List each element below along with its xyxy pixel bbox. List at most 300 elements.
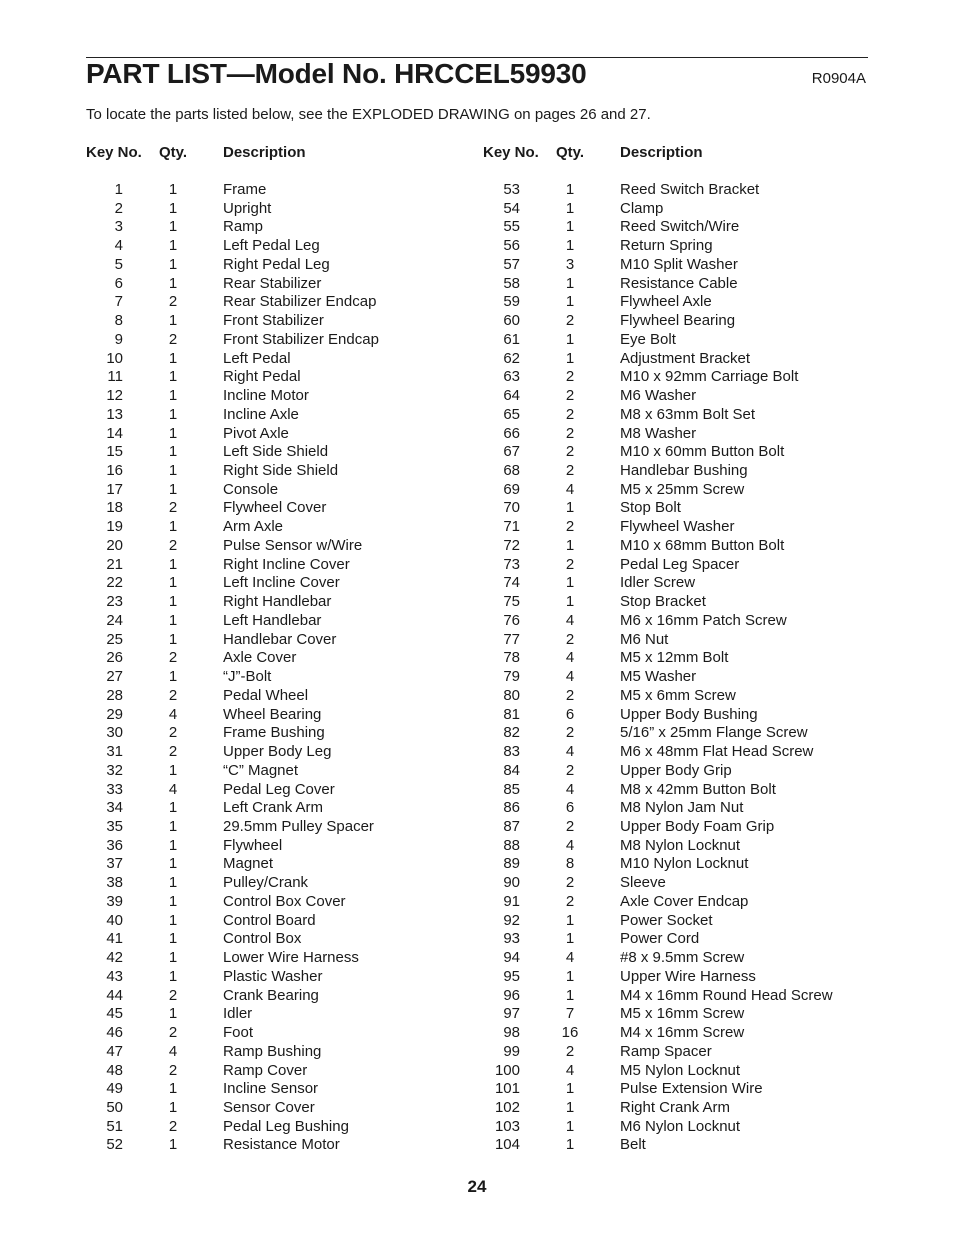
part-description: Ramp Bushing xyxy=(223,1042,322,1060)
part-key-no: 93 xyxy=(503,930,520,948)
part-row xyxy=(86,256,466,275)
part-description: Sensor Cover xyxy=(223,1098,315,1116)
part-key-no: 45 xyxy=(106,1005,123,1023)
part-description: M5 x 16mm Screw xyxy=(620,1005,745,1023)
part-row xyxy=(483,912,863,931)
part-key-no: 71 xyxy=(503,518,520,536)
part-description: Power Cord xyxy=(620,930,700,948)
part-description: M10 x 68mm Button Bolt xyxy=(620,536,785,554)
part-row xyxy=(483,406,863,425)
part-row xyxy=(86,537,466,556)
part-row xyxy=(483,968,863,987)
header-qty: Qty. xyxy=(159,144,188,161)
part-row xyxy=(483,893,863,912)
part-qty: 1 xyxy=(565,218,575,236)
part-row xyxy=(86,574,466,593)
part-qty: 6 xyxy=(565,705,575,723)
part-row xyxy=(86,462,466,481)
part-description: Frame Bushing xyxy=(223,724,325,742)
part-description: Pulse Sensor w/Wire xyxy=(223,536,363,554)
part-description: Power Socket xyxy=(620,911,713,929)
part-qty: 1 xyxy=(168,761,178,779)
part-key-no: 79 xyxy=(503,668,520,686)
part-qty: 4 xyxy=(565,1061,575,1079)
part-qty: 1 xyxy=(168,255,178,273)
part-qty: 1 xyxy=(168,424,178,442)
parts-column-right xyxy=(483,144,863,1154)
part-row xyxy=(86,818,466,837)
part-description: Flywheel Axle xyxy=(620,293,712,311)
part-qty: 1 xyxy=(168,836,178,854)
part-key-no: 14 xyxy=(106,424,123,442)
part-key-no: 49 xyxy=(106,1080,123,1098)
part-description: Upper Wire Harness xyxy=(620,967,756,985)
part-key-no: 31 xyxy=(106,743,123,761)
part-key-no: 68 xyxy=(503,462,520,480)
part-qty: 1 xyxy=(168,312,178,330)
part-qty: 2 xyxy=(565,630,575,648)
part-key-no: 54 xyxy=(503,199,520,217)
part-description: Handlebar Cover xyxy=(223,630,337,648)
part-description: Pivot Axle xyxy=(223,424,289,442)
part-qty: 1 xyxy=(565,1080,575,1098)
part-description: Reed Switch Bracket xyxy=(620,181,760,198)
part-qty: 2 xyxy=(565,892,575,910)
part-key-no: 3 xyxy=(114,218,123,236)
part-qty: 1 xyxy=(565,274,575,292)
part-row xyxy=(86,687,466,706)
part-qty: 1 xyxy=(565,930,575,948)
part-qty: 1 xyxy=(168,799,178,817)
part-key-no: 82 xyxy=(503,724,520,742)
part-qty: 2 xyxy=(168,686,178,704)
part-row xyxy=(483,593,863,612)
part-qty: 7 xyxy=(565,1005,575,1023)
part-row xyxy=(86,930,466,949)
part-key-no: 7 xyxy=(114,293,123,311)
parts-column-left xyxy=(86,144,466,1154)
part-key-no: 56 xyxy=(503,237,520,255)
part-qty: 1 xyxy=(168,611,178,629)
part-row xyxy=(86,762,466,781)
part-row xyxy=(86,556,466,575)
part-key-no: 92 xyxy=(503,911,520,929)
part-key-no: 6 xyxy=(114,274,123,292)
part-key-no: 9 xyxy=(114,330,123,348)
part-key-no: 38 xyxy=(106,874,123,892)
page-title: PART LIST—Model No. HRCCEL59930 xyxy=(86,58,587,89)
part-qty: 1 xyxy=(565,986,575,1004)
part-qty: 2 xyxy=(168,536,178,554)
part-row xyxy=(86,1024,466,1043)
part-key-no: 73 xyxy=(503,555,520,573)
part-key-no: 74 xyxy=(503,574,520,592)
part-key-no: 33 xyxy=(106,780,123,798)
part-key-no: 41 xyxy=(106,930,123,948)
part-description: M6 Washer xyxy=(620,387,697,405)
part-qty: 4 xyxy=(565,836,575,854)
part-key-no: 27 xyxy=(106,668,123,686)
part-key-no: 78 xyxy=(503,649,520,667)
part-qty: 2 xyxy=(168,724,178,742)
part-qty: 4 xyxy=(565,611,575,629)
part-row xyxy=(483,331,863,350)
part-row xyxy=(483,237,863,256)
header-description: Description xyxy=(223,144,306,161)
part-description: Plastic Washer xyxy=(223,967,323,985)
part-row xyxy=(483,1118,863,1137)
part-row xyxy=(86,1136,466,1155)
part-description: Console xyxy=(223,480,279,498)
part-row xyxy=(483,1136,863,1155)
part-description: Stop Bracket xyxy=(620,593,706,611)
part-description: Flywheel Washer xyxy=(620,518,735,536)
part-key-no: 5 xyxy=(114,255,123,273)
part-row xyxy=(483,1024,863,1043)
part-description: M10 Nylon Locknut xyxy=(620,855,749,873)
part-qty: 16 xyxy=(561,1024,579,1042)
part-description: Resistance Cable xyxy=(620,274,738,292)
part-description: Flywheel xyxy=(223,836,283,854)
part-row xyxy=(483,537,863,556)
part-key-no: 102 xyxy=(494,1098,520,1116)
part-qty: 1 xyxy=(565,237,575,255)
part-row xyxy=(483,724,863,743)
part-qty: 2 xyxy=(565,424,575,442)
part-key-no: 76 xyxy=(503,611,520,629)
part-description: Incline Motor xyxy=(223,387,309,405)
part-key-no: 12 xyxy=(106,387,123,405)
part-qty: 1 xyxy=(565,967,575,985)
part-row xyxy=(483,1005,863,1024)
part-row xyxy=(86,518,466,537)
part-key-no: 17 xyxy=(106,480,123,498)
part-qty: 2 xyxy=(168,1024,178,1042)
part-description: M6 Nut xyxy=(620,630,669,648)
part-description: Upper Body Bushing xyxy=(620,705,758,723)
part-qty: 2 xyxy=(168,293,178,311)
part-row xyxy=(483,518,863,537)
part-qty: 1 xyxy=(565,574,575,592)
part-description: M8 Nylon Jam Nut xyxy=(620,799,744,817)
part-qty: 1 xyxy=(565,1117,575,1135)
part-key-no: 55 xyxy=(503,218,520,236)
part-row xyxy=(483,612,863,631)
part-key-no: 46 xyxy=(106,1024,123,1042)
part-description: Right Pedal xyxy=(223,368,301,386)
part-key-no: 25 xyxy=(106,630,123,648)
part-description: M5 x 6mm Screw xyxy=(620,686,736,704)
part-qty: 1 xyxy=(168,1098,178,1116)
part-row xyxy=(86,893,466,912)
part-row xyxy=(483,312,863,331)
part-description: Belt xyxy=(620,1136,646,1154)
part-row xyxy=(86,968,466,987)
part-row xyxy=(86,425,466,444)
part-key-no: 39 xyxy=(106,892,123,910)
part-description: Left Side Shield xyxy=(223,443,329,461)
part-qty: 4 xyxy=(565,743,575,761)
part-row xyxy=(483,1080,863,1099)
part-qty: 2 xyxy=(168,743,178,761)
part-row xyxy=(483,387,863,406)
part-description: Right Pedal Leg xyxy=(223,255,330,273)
part-row xyxy=(483,837,863,856)
part-qty: 2 xyxy=(565,1042,575,1060)
part-qty: 2 xyxy=(565,443,575,461)
part-key-no: 4 xyxy=(114,237,123,255)
part-description: Control Board xyxy=(223,911,316,929)
part-description: M8 Nylon Locknut xyxy=(620,836,741,854)
part-description: Left Pedal Leg xyxy=(223,237,320,255)
part-description: M4 x 16mm Round Head Screw xyxy=(620,986,833,1004)
part-description: Eye Bolt xyxy=(620,330,676,348)
part-key-no: 94 xyxy=(503,949,520,967)
part-description: Ramp Cover xyxy=(223,1061,308,1079)
part-key-no: 22 xyxy=(106,574,123,592)
part-description: M5 x 12mm Bolt xyxy=(620,649,729,667)
part-qty: 2 xyxy=(565,686,575,704)
part-key-no: 51 xyxy=(106,1117,123,1135)
part-key-no: 20 xyxy=(106,536,123,554)
part-description: Axle Cover Endcap xyxy=(620,892,749,910)
part-description: Upper Body Foam Grip xyxy=(620,817,775,835)
part-qty: 1 xyxy=(565,199,575,217)
part-row xyxy=(86,200,466,219)
part-description: M10 x 92mm Carriage Bolt xyxy=(620,368,799,386)
part-key-no: 42 xyxy=(106,949,123,967)
part-qty: 1 xyxy=(168,349,178,367)
part-description: Axle Cover xyxy=(223,649,297,667)
part-qty: 1 xyxy=(565,330,575,348)
part-key-no: 81 xyxy=(503,705,520,723)
part-key-no: 29 xyxy=(106,705,123,723)
part-row xyxy=(483,706,863,725)
part-qty: 1 xyxy=(168,274,178,292)
part-row xyxy=(483,874,863,893)
part-key-no: 65 xyxy=(503,405,520,423)
part-key-no: 28 xyxy=(106,686,123,704)
part-key-no: 69 xyxy=(503,480,520,498)
part-qty: 2 xyxy=(168,1061,178,1079)
part-description: Arm Axle xyxy=(223,518,284,536)
part-row xyxy=(86,837,466,856)
part-key-no: 15 xyxy=(106,443,123,461)
part-description: Magnet xyxy=(223,855,274,873)
part-qty: 2 xyxy=(168,649,178,667)
part-row xyxy=(483,930,863,949)
part-key-no: 100 xyxy=(494,1061,520,1079)
part-key-no: 43 xyxy=(106,967,123,985)
part-qty: 2 xyxy=(565,761,575,779)
part-qty: 1 xyxy=(168,1080,178,1098)
part-qty: 1 xyxy=(565,181,575,198)
part-key-no: 96 xyxy=(503,986,520,1004)
part-description: M8 Washer xyxy=(620,424,697,442)
part-key-no: 62 xyxy=(503,349,520,367)
part-qty: 1 xyxy=(168,911,178,929)
part-qty: 2 xyxy=(565,368,575,386)
part-qty: 1 xyxy=(168,1005,178,1023)
part-description: Right Side Shield xyxy=(223,462,339,480)
intro-text: To locate the parts listed below, see the EXPLODED DRAWING on pages 26 and 27. xyxy=(86,106,651,123)
part-description: Left Handlebar xyxy=(223,611,322,629)
part-qty: 4 xyxy=(565,649,575,667)
part-qty: 1 xyxy=(168,967,178,985)
part-description: Flywheel Bearing xyxy=(620,312,736,330)
part-qty: 1 xyxy=(565,1136,575,1154)
part-qty: 3 xyxy=(565,255,575,273)
part-key-no: 36 xyxy=(106,836,123,854)
part-row xyxy=(86,312,466,331)
part-qty: 1 xyxy=(565,349,575,367)
part-qty: 1 xyxy=(168,218,178,236)
part-description: Right Crank Arm xyxy=(620,1098,731,1116)
part-qty: 4 xyxy=(168,705,178,723)
part-key-no: 97 xyxy=(503,1005,520,1023)
part-description: Ramp xyxy=(223,218,264,236)
header-key-no: Key No. xyxy=(483,144,539,161)
part-key-no: 64 xyxy=(503,387,520,405)
part-description: Clamp xyxy=(620,199,664,217)
part-row xyxy=(483,1099,863,1118)
part-row xyxy=(86,1043,466,1062)
part-row xyxy=(483,200,863,219)
part-key-no: 63 xyxy=(503,368,520,386)
parts-rows-right xyxy=(483,181,863,1155)
part-description: “J”-Bolt xyxy=(223,668,272,686)
part-key-no: 89 xyxy=(503,855,520,873)
part-key-no: 2 xyxy=(114,199,123,217)
part-qty: 1 xyxy=(168,518,178,536)
part-qty: 4 xyxy=(565,480,575,498)
part-key-no: 11 xyxy=(107,368,123,386)
page-number: 24 xyxy=(467,1177,487,1196)
part-key-no: 40 xyxy=(106,911,123,929)
part-row xyxy=(483,425,863,444)
part-description: Left Incline Cover xyxy=(223,574,340,592)
part-key-no: 8 xyxy=(114,312,123,330)
part-description: Frame xyxy=(223,181,267,198)
part-key-no: 52 xyxy=(106,1136,123,1154)
part-description: Lower Wire Harness xyxy=(223,949,359,967)
part-key-no: 13 xyxy=(106,405,123,423)
part-qty: 1 xyxy=(168,630,178,648)
part-key-no: 34 xyxy=(106,799,123,817)
part-row xyxy=(86,799,466,818)
part-key-no: 35 xyxy=(106,817,123,835)
part-qty: 1 xyxy=(168,480,178,498)
header-qty: Qty. xyxy=(556,144,585,161)
part-qty: 1 xyxy=(565,536,575,554)
part-key-no: 83 xyxy=(503,743,520,761)
part-key-no: 75 xyxy=(503,593,520,611)
part-row xyxy=(483,687,863,706)
part-key-no: 44 xyxy=(106,986,123,1004)
part-description: 5/16” x 25mm Flange Screw xyxy=(620,724,808,742)
part-qty: 4 xyxy=(168,780,178,798)
part-qty: 1 xyxy=(168,1136,178,1154)
part-key-no: 87 xyxy=(503,817,520,835)
part-key-no: 47 xyxy=(106,1042,123,1060)
part-key-no: 80 xyxy=(503,686,520,704)
part-key-no: 99 xyxy=(503,1042,520,1060)
part-key-no: 103 xyxy=(494,1117,520,1135)
part-row xyxy=(483,481,863,500)
part-row xyxy=(86,706,466,725)
part-row xyxy=(86,350,466,369)
part-description: Crank Bearing xyxy=(223,986,319,1004)
part-row xyxy=(86,1099,466,1118)
part-row xyxy=(483,368,863,387)
part-key-no: 57 xyxy=(503,255,520,273)
part-description: Incline Axle xyxy=(223,405,299,423)
part-row xyxy=(86,743,466,762)
part-row xyxy=(483,218,863,237)
part-row xyxy=(86,237,466,256)
part-row xyxy=(483,818,863,837)
part-row xyxy=(483,350,863,369)
part-key-no: 32 xyxy=(106,761,123,779)
part-row xyxy=(483,781,863,800)
part-qty: 1 xyxy=(565,499,575,517)
part-qty: 2 xyxy=(565,817,575,835)
part-description: M4 x 16mm Screw xyxy=(620,1024,745,1042)
part-qty: 2 xyxy=(565,724,575,742)
part-description: #8 x 9.5mm Screw xyxy=(620,949,745,967)
part-row xyxy=(483,462,863,481)
part-row xyxy=(483,275,863,294)
part-qty: 1 xyxy=(168,874,178,892)
part-qty: 1 xyxy=(168,443,178,461)
part-key-no: 90 xyxy=(503,874,520,892)
part-description: M10 Split Washer xyxy=(620,255,738,273)
part-row xyxy=(483,668,863,687)
part-description: Pedal Leg Spacer xyxy=(620,555,740,573)
part-description: “C” Magnet xyxy=(223,761,299,779)
part-description: M5 Washer xyxy=(620,668,697,686)
part-description: Wheel Bearing xyxy=(223,705,322,723)
part-key-no: 88 xyxy=(503,836,520,854)
part-qty: 1 xyxy=(168,405,178,423)
part-key-no: 23 xyxy=(106,593,123,611)
part-qty: 1 xyxy=(168,949,178,967)
part-key-no: 10 xyxy=(106,349,123,367)
part-row xyxy=(86,912,466,931)
part-row xyxy=(483,762,863,781)
part-row xyxy=(483,631,863,650)
part-key-no: 66 xyxy=(503,424,520,442)
part-key-no: 58 xyxy=(503,274,520,292)
part-key-no: 30 xyxy=(106,724,123,742)
part-description: Control Box Cover xyxy=(223,892,346,910)
parts-rows-left xyxy=(86,181,466,1155)
part-description: Right Incline Cover xyxy=(223,555,350,573)
part-key-no: 59 xyxy=(503,293,520,311)
part-key-no: 95 xyxy=(503,967,520,985)
part-row xyxy=(86,593,466,612)
part-key-no: 1 xyxy=(114,181,123,198)
part-description: Resistance Motor xyxy=(223,1136,340,1154)
part-key-no: 18 xyxy=(106,499,123,517)
part-qty: 4 xyxy=(565,780,575,798)
header-key-no: Key No. xyxy=(86,144,142,161)
part-key-no: 86 xyxy=(503,799,520,817)
part-key-no: 91 xyxy=(503,892,520,910)
part-description: Flywheel Cover xyxy=(223,499,327,517)
part-row xyxy=(86,612,466,631)
part-key-no: 67 xyxy=(503,443,520,461)
